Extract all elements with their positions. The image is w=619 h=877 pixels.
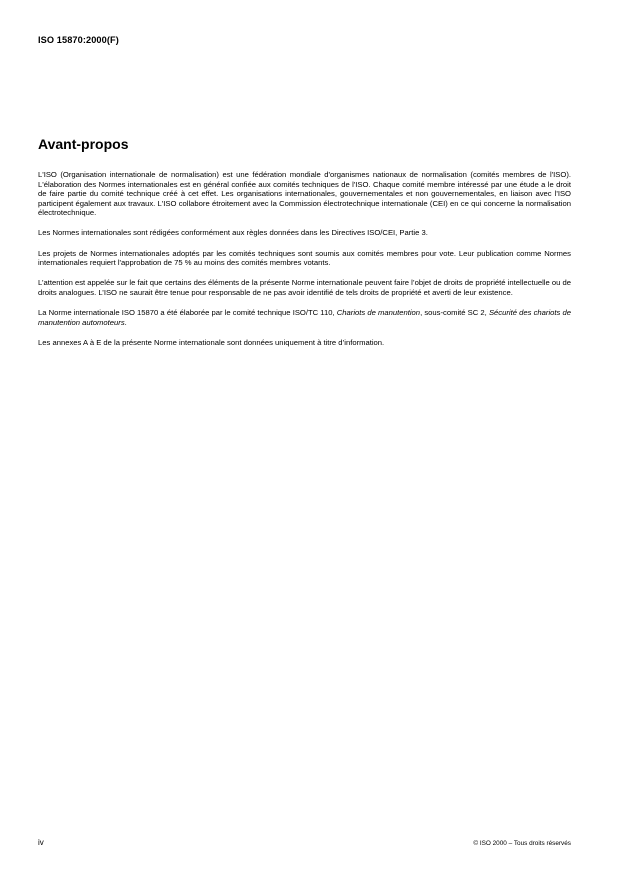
copyright-notice: © ISO 2000 – Tous droits réservés	[473, 840, 571, 847]
paragraph-iso-intro: L'ISO (Organisation internationale de normalisation) est une fédération mondiale d'organismes nationaux de normalisation (comités membres de l'ISO). L'élaboration des Normes internationales est en général confiée aux comités techniques de l'ISO. Chaque comité membre intéressé par une étude a le droit de faire partie du comité technique créé à cet effet. Les organisations internationales, gouvernementales et non gouvernementales, en liaison avec l'ISO participent également aux travaux. L'ISO collabore étroitement avec la Commission électrotechnique internationale (CEI) en ce qui concerne la normalisation électrotechnique.	[38, 170, 571, 218]
paragraph-patent-rights: L’attention est appelée sur le fait que certains des éléments de la présente Norme internationale peuvent faire l’objet de droits de propriété intellectuelle ou de droits analogues. L’ISO ne saurait être tenue pour responsable de ne pas avoir identifié de tels droits de propriété et averti de leur existence.	[38, 278, 571, 297]
section-title: Avant-propos	[38, 136, 129, 152]
paragraph-drafting-rules: Les Normes internationales sont rédigées conformément aux règles données dans les Directives ISO/CEI, Partie 3.	[38, 228, 428, 238]
committee-sc-title: Sécurité des chariots de manutention automoteurs	[38, 307, 571, 327]
paragraph-committee	[38, 308, 571, 327]
page-number: iv	[38, 838, 44, 847]
paragraph-approval: Les projets de Normes internationales adoptés par les comités techniques sont soumis aux comités membres pour vote. Leur publication comme Normes internationales requiert l'approbation de 75 % au moins des comités membres votants.	[38, 248, 571, 268]
committee-intro: La Norme internationale ISO 15870 a été élaborée par le comité technique ISO/TC 110,	[38, 307, 337, 317]
committee-sc-intro: , sous-comité SC 2,	[420, 307, 489, 317]
foreword-body	[38, 170, 571, 358]
paragraph-annexes: Les annexes A à E de la présente Norme internationale sont données uniquement à titre d’information.	[38, 337, 385, 347]
committee-tc-title: Chariots de manutention	[336, 307, 421, 317]
document-reference: ISO 15870:2000(F)	[38, 35, 119, 45]
committee-end: .	[124, 317, 127, 327]
